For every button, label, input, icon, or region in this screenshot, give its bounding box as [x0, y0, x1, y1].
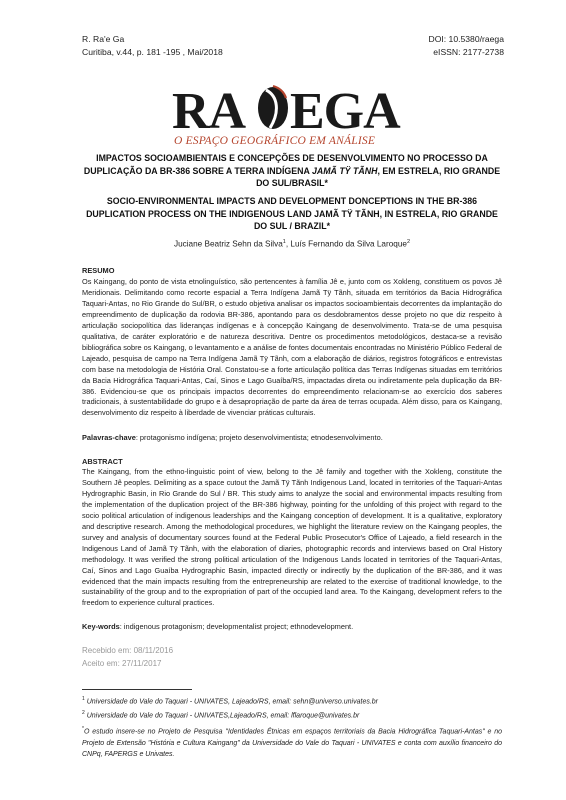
footnote-funding: *O estudo insere-se no Projeto de Pesquisa "Identidades Étnicas em espaços territoriais da Bacia Hidrográfica Taquari-Antas" e no Projeto de Extensão "História e Cultura Kaingang" da Universidade do Vale do Taquari - UNIVATES e conta com auxílio financeiro do CNPq, FAPERGS e Univates. — [82, 726, 502, 759]
leaf-globe-icon — [258, 86, 288, 129]
title-portuguese: IMPACTOS SOCIOAMBIENTAIS E CONCEPÇÕES DE DESENVOLVIMENTO NO PROCESSO DA DUPLICAÇÃO DA BR-386 SOBRE A TERRA INDÍGENA JAMÃ TŸ TÃNH, EM ESTRELA, RIO GRANDE DO SUL/BRASIL* — [83, 153, 501, 189]
raega-logo — [170, 78, 480, 148]
palavras-chave: Palavras-chave: protagonismo indígena; projeto desenvolvimentista; etnodesenvolvimento. — [82, 433, 383, 442]
resumo-text: Os Kaingang, do ponto de vista etnolinguístico, são pertencentes à família Jê e, junto com os Xokleng, constituem os povos Jê Meridionais. Delimitando como recorte espacial a Terra Indígena Jamã Tÿ Tãnh, situada em territórios da Bacia Hidrográfica Taquari-Antas, no Rio Grande do Sul/BR, o estudo objetiva analisar os impactos socioambientais decorrentes da implantação do empreendimento de duplicação da rodovia BR-386, apontando para os desdobramentos desse projeto no que diz respeito à articulação sociopolítica das lideranças indígenas e à concepção Kaingang de desenvolvimento. Trata-se de uma pesquisa qualitativa, de caráter exploratório e de natureza descritiva. Dentre os procedimentos metodológicos, destaca-se a revisão bibliográfica sobre os Kaingang, o levantamento e a análise de fontes documentais encontradas no Ministério Público Federal de Lajeado, pesquisa de campo na Terra Indígena Jamã Tÿ Tãnh, com a elaboração de diários, registros fotográficos e entrevistas com base na metodologia de História Oral. Constatou-se a forte articulação política das Terras Indígenas situadas em territórios da Bacia Hidrográfica Taquari-Antas, Caí, Sinos e Lago Guaíba/RS, impactadas direta ou indiretamente pela duplicação da BR-386. Evidenciou-se que os principais impactos decorrentes do empreendimento relacionam-se ao exercício dos saberes tradicionais, à sustentabilidade do grupo e à desapropriação de parte da área de terras ocupada. Além disso, para os Kaingang, desenvolvimento diz respeito à liberdade de vivenciar práticas culturais. — [82, 277, 502, 418]
journal-header-left — [82, 33, 223, 59]
key-words: Key-words: indigenous protagonism; developmentalist project; ethnodevelopment. — [82, 622, 354, 631]
submission-dates — [82, 644, 173, 670]
footnote-2: $^2$ Universidade do Vale do Taquari - UNIVATES,Lajeado/RS, email: lflaroque@univates.br — [82, 710, 360, 720]
author-2: Luís Fernando da Silva Laroque — [290, 239, 407, 249]
title-english: SOCIO-ENVIRONMENTAL IMPACTS AND DEVELOPMENT DONCEPTIONS IN THE BR-386 DUPLICATION PROCESS ON THE INDIGENOUS LAND JAMÃ TŸ TÃNH, IN ESTRELA, RIO GRANDE DO SUL / BRAZIL* — [86, 196, 498, 232]
received-date: Recebido em: 08/11/2016 — [82, 646, 174, 655]
footnote-1: $^1$ Universidade do Vale do Taquari - UNIVATES, Lajeado/RS, email: sehn@universo.univates.br — [82, 696, 379, 706]
accepted-date: Aceito em: 27/11/2017 — [82, 659, 162, 668]
svg-text:O ESPAÇO GEOGRÁFICO EM ANÁLISE: O ESPAÇO GEOGRÁFICO EM ANÁLISE — [174, 135, 376, 147]
svg-text:RA: RA — [172, 83, 246, 140]
eissn: eISSN: 2177-2738 — [433, 47, 504, 57]
journal-name: R. Ra'e Ga — [82, 34, 125, 44]
footnote-divider — [82, 689, 192, 690]
doi: DOI: 10.5380/raega — [428, 34, 504, 44]
author-1: Juciane Beatriz Sehn da Silva — [174, 239, 283, 249]
journal-header-right — [429, 33, 505, 59]
svg-text:EGA: EGA — [290, 83, 400, 140]
abstract-text: The Kaingang, from the ethno-linguistic point of view, belong to the Jê family and together with the Xokleng, constitute the Southern Jê peoples. Delimiting as a space cutout the Jamã Tÿ Tãnh Indigenous Land, located in territories of the Taquari-Antas Hydrographic Basin, in Rio Grande do Sul / BR. This study aims to analyze the social and environmental impacts resulting from the implementation of the duplication project of the BR-386 highway, pointing for the unfolding of this project with regard to the socio political articulation of indigenous leaderships and the Kaingang conception of development. It is a qualitative, exploratory and descriptive research. Among the methodological procedures, we highlight the literature review on the Kaingang peoples, the survey and analysis of documentary sources found at the Federal Public Prosecutor's Office of Lajeado, a field research in the Indigenous Land of Jamã Tÿ Tãnh, with the elaboration of diaries, photographic records and interviews based on Oral History methodology. It was verified the strong political articulation of the Indigenous Lands located in territories of the Taquari-Antas, Caí, Sinos and Lago Guaíba Hydrographic Basin, impacted directly or indirectly by the duplication of the BR-386, and it was evidenced that the main impacts resulting from the entrepreneurship are related to the exercise of traditional knowledge, to the sustainability of the group and to the expropriation of part of the occupied land area. To the Kaingang, development refers to the freedom to experience cultural practices. — [82, 467, 502, 608]
resumo-heading: RESUMO — [82, 266, 115, 275]
journal-volume-info: Curitiba, v.44, p. 181 -195 , Mai/2018 — [82, 47, 223, 57]
abstract-heading: ABSTRACT — [82, 457, 123, 466]
authors: Juciane Beatriz Sehn da Silva$^1$, Luís Fernando da Silva Laroque$^2$ — [174, 239, 410, 249]
